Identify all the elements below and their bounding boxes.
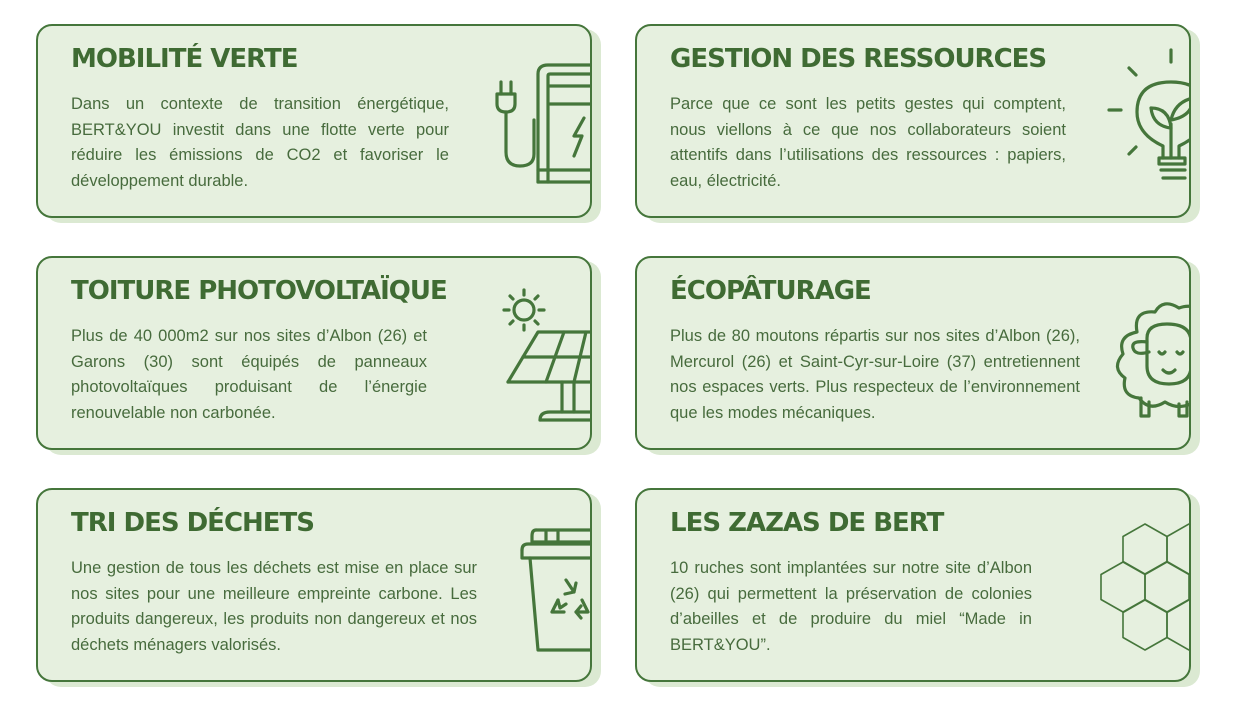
card-title: GESTION DES RESSOURCES: [670, 44, 1047, 74]
card-zazas-de-bert: [635, 488, 1191, 682]
ev-charger-icon: [494, 60, 592, 190]
solar-panel-icon: [500, 284, 592, 434]
card-text: 10 ruches sont implantées sur notre site d’Albon (26) qui permettent la préservation de colonies d’abeilles et de produire du miel “Made in BERT&YOU”.: [670, 559, 1032, 654]
eco-lightbulb-icon: [1103, 46, 1191, 196]
card-ecopaturage: [635, 256, 1191, 450]
card-text: Dans un contexte de transition énergétique, BERT&YOU investit dans une flotte verte pour réduire les émissions de CO2 et favoriser le développement durable.: [71, 95, 449, 190]
card-gestion-ressources: [635, 24, 1191, 218]
card-text: Une gestion de tous les déchets est mise en place sur nos sites pour une meilleure empreinte carbone. Les produits dangereux, les produits non dangereux et nos déchets ménagers valorisés.: [71, 559, 477, 654]
card-title: MOBILITÉ VERTE: [71, 44, 298, 74]
card-title: TRI DES DÉCHETS: [71, 508, 315, 538]
honeycomb-icon: [1097, 520, 1191, 656]
card-text: Plus de 80 moutons répartis sur nos sites d’Albon (26), Mercurol (26) et Saint-Cyr-sur-Loire (37) entretiennent nos espaces verts. Plus respecteux de l’environnement que les modes mécaniques.: [670, 327, 1080, 422]
card-text: Plus de 40 000m2 sur nos sites d’Albon (26) et Garons (30) sont équipés de panneaux photovoltaïques produisant de l’énergie renouvelable non carbonée.: [71, 327, 427, 422]
card-toiture-photovoltaique: [36, 256, 592, 450]
card-title: LES ZAZAS DE BERT: [670, 508, 944, 538]
card-title: ÉCOPÂTURAGE: [670, 276, 871, 306]
card-text: Parce que ce sont les petits gestes qui comptent, nous viellons à ce que nos collaborateurs soient attentifs dans l’utilisations des ressources : papiers, eau, électricité.: [670, 95, 1066, 190]
card-tri-dechets: [36, 488, 592, 682]
card-title: TOITURE PHOTOVOLTAÏQUE: [71, 276, 447, 306]
sheep-icon: [1107, 292, 1191, 432]
card-mobilite-verte: [36, 24, 592, 218]
recycling-bin-icon: [518, 526, 592, 660]
